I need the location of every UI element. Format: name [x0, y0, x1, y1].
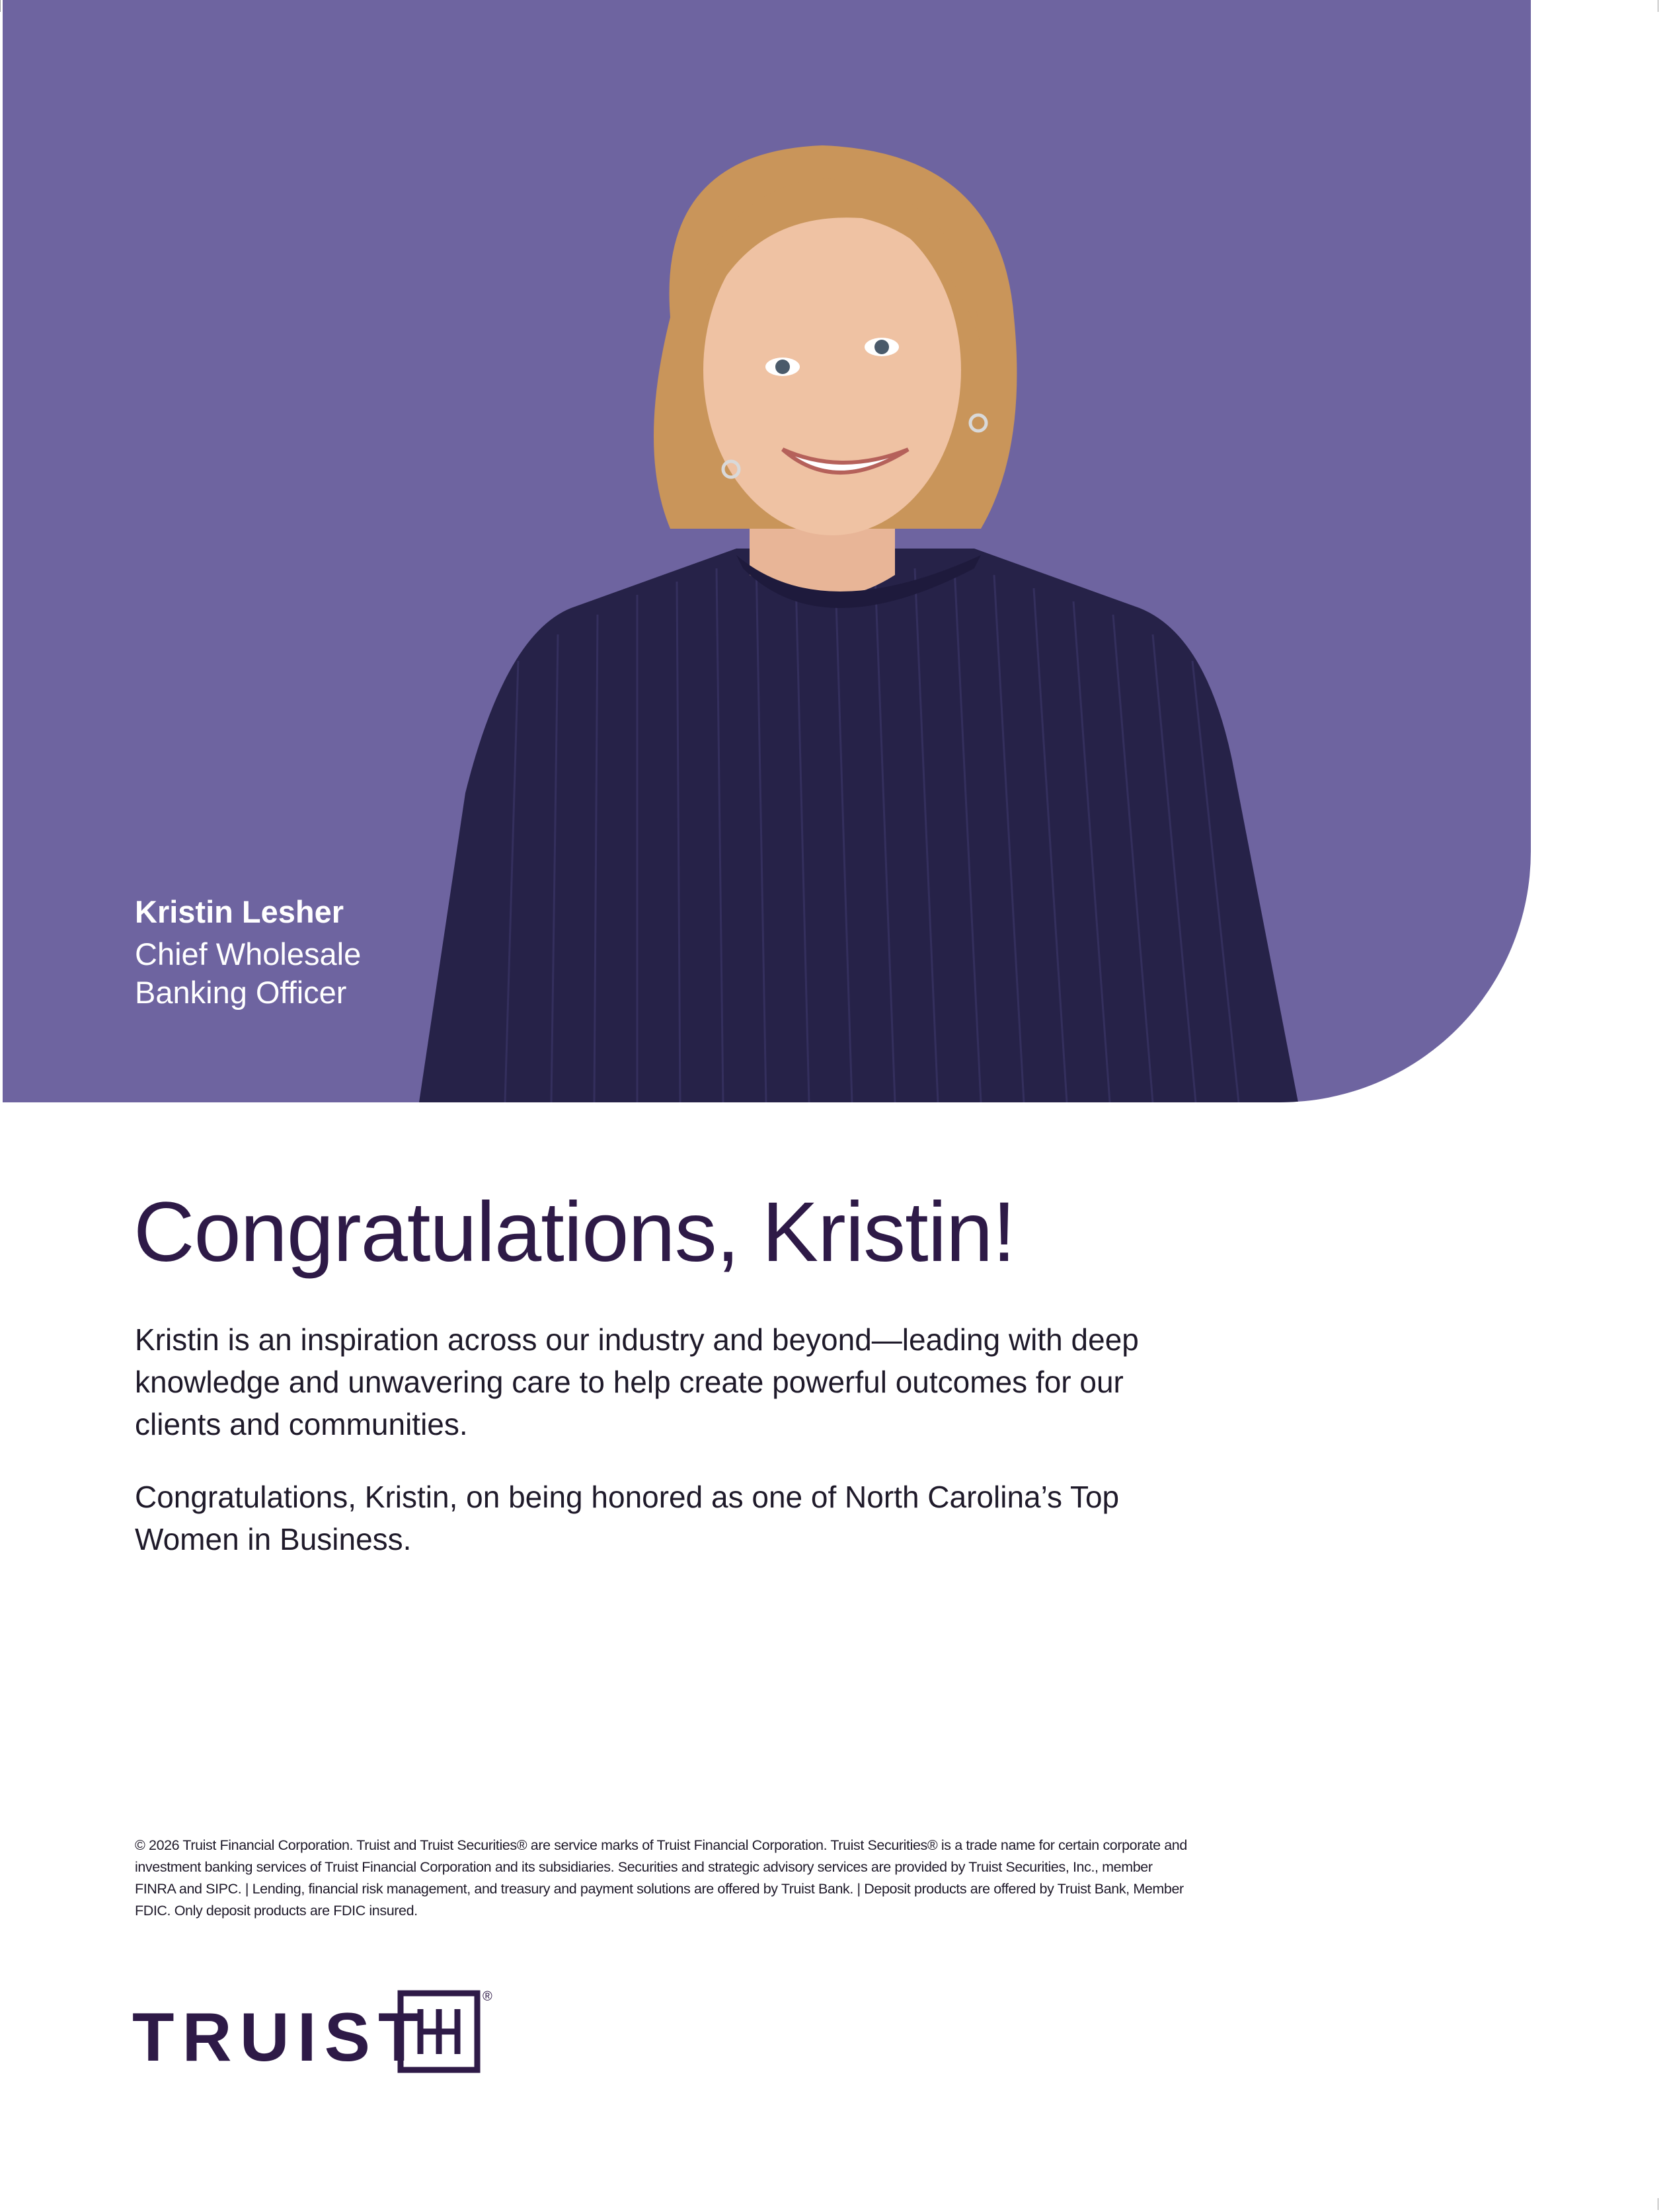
person-name: Kristin Lesher — [135, 894, 344, 929]
headline: Congratulations, Kristin! — [134, 1185, 1015, 1279]
registered-mark: ® — [483, 1989, 492, 2004]
name-caption — [135, 889, 361, 1012]
body-paragraph-2: Congratulations, Kristin, on being honored as one of North Carolina’s Top Women in Business. — [135, 1480, 1120, 1556]
truist-logo — [132, 1989, 502, 2075]
legal-disclaimer: © 2026 Truist Financial Corporation. Truist and Truist Securities® are service marks of Truist Financial Corporation. Truist Securities® is a trade name for certain corporate and investment banking services of Truist Financial Corporation and its subsidiaries. Securities and strategic advisory services are provided by Truist Securities, Inc., member FINRA and SIPC. | Lending, financial risk management, and treasury and payment solutions are offered by Truist Bank. | Deposit products are offered by Truist Bank, Member FDIC. Only deposit products are FDIC insured. — [135, 1837, 1187, 1919]
person-title-line1: Chief Wholesale — [135, 936, 362, 972]
truist-mark-icon — [397, 1989, 481, 2074]
person-title-line2: Banking Officer — [135, 975, 347, 1010]
crop-mark — [0, 0, 1, 12]
logo-wordmark: TRUIST — [132, 1999, 428, 2076]
hero-banner — [3, 0, 1531, 1102]
body-paragraph-1: Kristin is an inspiration across our industry and beyond—leading with deep knowledge and unwavering care to help create powerful outcomes for our clients and communities. — [135, 1322, 1139, 1441]
